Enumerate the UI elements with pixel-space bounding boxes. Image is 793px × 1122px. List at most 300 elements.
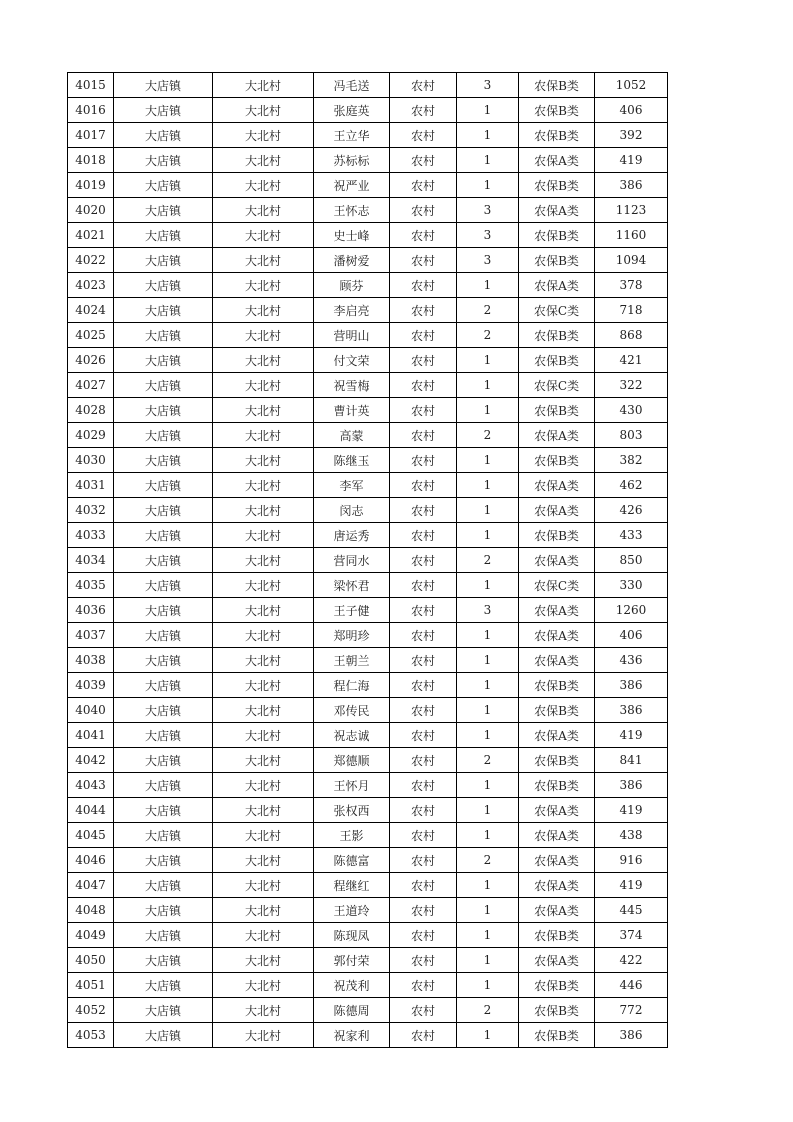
area-type-cell: 农村 bbox=[390, 748, 457, 773]
amount-cell: 436 bbox=[595, 648, 668, 673]
area-type-cell: 农村 bbox=[390, 173, 457, 198]
count-cell: 2 bbox=[457, 323, 519, 348]
village-cell: 大北村 bbox=[213, 473, 314, 498]
area-type-cell: 农村 bbox=[390, 523, 457, 548]
area-type-cell: 农村 bbox=[390, 323, 457, 348]
village-cell: 大北村 bbox=[213, 73, 314, 98]
name-cell: 祝家利 bbox=[314, 1023, 390, 1048]
amount-cell: 438 bbox=[595, 823, 668, 848]
row-number-cell: 4034 bbox=[68, 548, 114, 573]
village-cell: 大北村 bbox=[213, 748, 314, 773]
name-cell: 王怀志 bbox=[314, 198, 390, 223]
amount-cell: 426 bbox=[595, 498, 668, 523]
amount-cell: 772 bbox=[595, 998, 668, 1023]
area-type-cell: 农村 bbox=[390, 923, 457, 948]
area-type-cell: 农村 bbox=[390, 698, 457, 723]
count-cell: 1 bbox=[457, 948, 519, 973]
amount-cell: 406 bbox=[595, 98, 668, 123]
table-row bbox=[68, 523, 668, 548]
table-row bbox=[68, 723, 668, 748]
area-type-cell: 农村 bbox=[390, 623, 457, 648]
area-type-cell: 农村 bbox=[390, 123, 457, 148]
insurance-class-cell: 农保C类 bbox=[519, 573, 595, 598]
town-cell: 大店镇 bbox=[114, 98, 213, 123]
amount-cell: 330 bbox=[595, 573, 668, 598]
name-cell: 邓传民 bbox=[314, 698, 390, 723]
area-type-cell: 农村 bbox=[390, 473, 457, 498]
table-row bbox=[68, 273, 668, 298]
area-type-cell: 农村 bbox=[390, 998, 457, 1023]
count-cell: 1 bbox=[457, 473, 519, 498]
area-type-cell: 农村 bbox=[390, 548, 457, 573]
table-row bbox=[68, 573, 668, 598]
count-cell: 2 bbox=[457, 423, 519, 448]
count-cell: 2 bbox=[457, 848, 519, 873]
insurance-class-cell: 农保B类 bbox=[519, 123, 595, 148]
name-cell: 郑德顺 bbox=[314, 748, 390, 773]
row-number-cell: 4019 bbox=[68, 173, 114, 198]
area-type-cell: 农村 bbox=[390, 98, 457, 123]
amount-cell: 868 bbox=[595, 323, 668, 348]
row-number-cell: 4028 bbox=[68, 398, 114, 423]
amount-cell: 1094 bbox=[595, 248, 668, 273]
count-cell: 1 bbox=[457, 498, 519, 523]
village-cell: 大北村 bbox=[213, 873, 314, 898]
row-number-cell: 4038 bbox=[68, 648, 114, 673]
row-number-cell: 4020 bbox=[68, 198, 114, 223]
name-cell: 王朝兰 bbox=[314, 648, 390, 673]
count-cell: 1 bbox=[457, 648, 519, 673]
amount-cell: 718 bbox=[595, 298, 668, 323]
village-cell: 大北村 bbox=[213, 773, 314, 798]
table-row bbox=[68, 173, 668, 198]
table-row bbox=[68, 73, 668, 98]
row-number-cell: 4051 bbox=[68, 973, 114, 998]
village-cell: 大北村 bbox=[213, 148, 314, 173]
town-cell: 大店镇 bbox=[114, 223, 213, 248]
row-number-cell: 4022 bbox=[68, 248, 114, 273]
amount-cell: 419 bbox=[595, 873, 668, 898]
table-row bbox=[68, 198, 668, 223]
amount-cell: 386 bbox=[595, 673, 668, 698]
area-type-cell: 农村 bbox=[390, 148, 457, 173]
insurance-class-cell: 农保A类 bbox=[519, 623, 595, 648]
count-cell: 2 bbox=[457, 998, 519, 1023]
name-cell: 王子健 bbox=[314, 598, 390, 623]
row-number-cell: 4044 bbox=[68, 798, 114, 823]
row-number-cell: 4049 bbox=[68, 923, 114, 948]
amount-cell: 850 bbox=[595, 548, 668, 573]
area-type-cell: 农村 bbox=[390, 723, 457, 748]
amount-cell: 374 bbox=[595, 923, 668, 948]
table-row bbox=[68, 973, 668, 998]
count-cell: 1 bbox=[457, 873, 519, 898]
insurance-class-cell: 农保B类 bbox=[519, 923, 595, 948]
amount-cell: 421 bbox=[595, 348, 668, 373]
row-number-cell: 4048 bbox=[68, 898, 114, 923]
village-cell: 大北村 bbox=[213, 423, 314, 448]
row-number-cell: 4035 bbox=[68, 573, 114, 598]
town-cell: 大店镇 bbox=[114, 148, 213, 173]
table-row bbox=[68, 823, 668, 848]
count-cell: 3 bbox=[457, 198, 519, 223]
count-cell: 1 bbox=[457, 523, 519, 548]
row-number-cell: 4032 bbox=[68, 498, 114, 523]
town-cell: 大店镇 bbox=[114, 673, 213, 698]
count-cell: 1 bbox=[457, 923, 519, 948]
name-cell: 苏标标 bbox=[314, 148, 390, 173]
amount-cell: 386 bbox=[595, 773, 668, 798]
name-cell: 曹计英 bbox=[314, 398, 390, 423]
town-cell: 大店镇 bbox=[114, 723, 213, 748]
table-row bbox=[68, 673, 668, 698]
table-row bbox=[68, 698, 668, 723]
row-number-cell: 4050 bbox=[68, 948, 114, 973]
town-cell: 大店镇 bbox=[114, 798, 213, 823]
area-type-cell: 农村 bbox=[390, 423, 457, 448]
amount-cell: 841 bbox=[595, 748, 668, 773]
name-cell: 郭付荣 bbox=[314, 948, 390, 973]
amount-cell: 406 bbox=[595, 623, 668, 648]
area-type-cell: 农村 bbox=[390, 398, 457, 423]
insurance-class-cell: 农保B类 bbox=[519, 248, 595, 273]
town-cell: 大店镇 bbox=[114, 323, 213, 348]
insurance-class-cell: 农保C类 bbox=[519, 373, 595, 398]
count-cell: 1 bbox=[457, 273, 519, 298]
name-cell: 祝志诚 bbox=[314, 723, 390, 748]
town-cell: 大店镇 bbox=[114, 898, 213, 923]
table-row bbox=[68, 1023, 668, 1048]
count-cell: 1 bbox=[457, 973, 519, 998]
insurance-class-cell: 农保B类 bbox=[519, 448, 595, 473]
amount-cell: 916 bbox=[595, 848, 668, 873]
name-cell: 祝严业 bbox=[314, 173, 390, 198]
name-cell: 王立华 bbox=[314, 123, 390, 148]
name-cell: 付文荣 bbox=[314, 348, 390, 373]
table-body bbox=[68, 73, 668, 1048]
amount-cell: 430 bbox=[595, 398, 668, 423]
row-number-cell: 4036 bbox=[68, 598, 114, 623]
table-row bbox=[68, 248, 668, 273]
count-cell: 1 bbox=[457, 898, 519, 923]
name-cell: 李军 bbox=[314, 473, 390, 498]
village-cell: 大北村 bbox=[213, 98, 314, 123]
village-cell: 大北村 bbox=[213, 173, 314, 198]
count-cell: 1 bbox=[457, 448, 519, 473]
insurance-class-cell: 农保B类 bbox=[519, 698, 595, 723]
village-cell: 大北村 bbox=[213, 848, 314, 873]
name-cell: 史士峰 bbox=[314, 223, 390, 248]
town-cell: 大店镇 bbox=[114, 748, 213, 773]
village-cell: 大北村 bbox=[213, 298, 314, 323]
insurance-class-cell: 农保B类 bbox=[519, 973, 595, 998]
name-cell: 张庭英 bbox=[314, 98, 390, 123]
row-number-cell: 4045 bbox=[68, 823, 114, 848]
town-cell: 大店镇 bbox=[114, 498, 213, 523]
count-cell: 1 bbox=[457, 723, 519, 748]
count-cell: 1 bbox=[457, 698, 519, 723]
name-cell: 陈继玉 bbox=[314, 448, 390, 473]
row-number-cell: 4031 bbox=[68, 473, 114, 498]
town-cell: 大店镇 bbox=[114, 198, 213, 223]
town-cell: 大店镇 bbox=[114, 923, 213, 948]
insurance-class-cell: 农保B类 bbox=[519, 773, 595, 798]
village-cell: 大北村 bbox=[213, 998, 314, 1023]
town-cell: 大店镇 bbox=[114, 998, 213, 1023]
table-row bbox=[68, 948, 668, 973]
insurance-class-cell: 农保B类 bbox=[519, 98, 595, 123]
village-cell: 大北村 bbox=[213, 123, 314, 148]
insurance-class-cell: 农保B类 bbox=[519, 748, 595, 773]
table-row bbox=[68, 123, 668, 148]
amount-cell: 378 bbox=[595, 273, 668, 298]
amount-cell: 382 bbox=[595, 448, 668, 473]
row-number-cell: 4052 bbox=[68, 998, 114, 1023]
insurance-class-cell: 农保B类 bbox=[519, 398, 595, 423]
town-cell: 大店镇 bbox=[114, 73, 213, 98]
records-table bbox=[67, 72, 668, 1048]
amount-cell: 386 bbox=[595, 698, 668, 723]
town-cell: 大店镇 bbox=[114, 873, 213, 898]
area-type-cell: 农村 bbox=[390, 973, 457, 998]
village-cell: 大北村 bbox=[213, 523, 314, 548]
town-cell: 大店镇 bbox=[114, 373, 213, 398]
row-number-cell: 4047 bbox=[68, 873, 114, 898]
village-cell: 大北村 bbox=[213, 248, 314, 273]
village-cell: 大北村 bbox=[213, 1023, 314, 1048]
name-cell: 王道玲 bbox=[314, 898, 390, 923]
area-type-cell: 农村 bbox=[390, 573, 457, 598]
village-cell: 大北村 bbox=[213, 573, 314, 598]
name-cell: 王影 bbox=[314, 823, 390, 848]
name-cell: 陈德周 bbox=[314, 998, 390, 1023]
row-number-cell: 4053 bbox=[68, 1023, 114, 1048]
amount-cell: 1160 bbox=[595, 223, 668, 248]
name-cell: 冯毛送 bbox=[314, 73, 390, 98]
area-type-cell: 农村 bbox=[390, 798, 457, 823]
town-cell: 大店镇 bbox=[114, 398, 213, 423]
insurance-class-cell: 农保B类 bbox=[519, 348, 595, 373]
insurance-class-cell: 农保A类 bbox=[519, 473, 595, 498]
village-cell: 大北村 bbox=[213, 548, 314, 573]
table-row bbox=[68, 798, 668, 823]
town-cell: 大店镇 bbox=[114, 298, 213, 323]
village-cell: 大北村 bbox=[213, 923, 314, 948]
table-row bbox=[68, 423, 668, 448]
village-cell: 大北村 bbox=[213, 448, 314, 473]
village-cell: 大北村 bbox=[213, 623, 314, 648]
town-cell: 大店镇 bbox=[114, 848, 213, 873]
row-number-cell: 4018 bbox=[68, 148, 114, 173]
insurance-class-cell: 农保A类 bbox=[519, 873, 595, 898]
insurance-class-cell: 农保A类 bbox=[519, 198, 595, 223]
town-cell: 大店镇 bbox=[114, 173, 213, 198]
row-number-cell: 4015 bbox=[68, 73, 114, 98]
count-cell: 3 bbox=[457, 73, 519, 98]
count-cell: 1 bbox=[457, 673, 519, 698]
amount-cell: 419 bbox=[595, 798, 668, 823]
insurance-class-cell: 农保B类 bbox=[519, 223, 595, 248]
village-cell: 大北村 bbox=[213, 323, 314, 348]
name-cell: 营同水 bbox=[314, 548, 390, 573]
amount-cell: 1052 bbox=[595, 73, 668, 98]
table-row bbox=[68, 898, 668, 923]
name-cell: 王怀月 bbox=[314, 773, 390, 798]
insurance-class-cell: 农保A类 bbox=[519, 598, 595, 623]
row-number-cell: 4046 bbox=[68, 848, 114, 873]
name-cell: 祝茂利 bbox=[314, 973, 390, 998]
amount-cell: 445 bbox=[595, 898, 668, 923]
village-cell: 大北村 bbox=[213, 823, 314, 848]
name-cell: 闵志 bbox=[314, 498, 390, 523]
row-number-cell: 4027 bbox=[68, 373, 114, 398]
amount-cell: 386 bbox=[595, 173, 668, 198]
row-number-cell: 4043 bbox=[68, 773, 114, 798]
insurance-class-cell: 农保C类 bbox=[519, 298, 595, 323]
village-cell: 大北村 bbox=[213, 723, 314, 748]
insurance-class-cell: 农保A类 bbox=[519, 273, 595, 298]
table-row bbox=[68, 323, 668, 348]
insurance-class-cell: 农保A类 bbox=[519, 648, 595, 673]
amount-cell: 462 bbox=[595, 473, 668, 498]
insurance-class-cell: 农保A类 bbox=[519, 823, 595, 848]
name-cell: 陈德富 bbox=[314, 848, 390, 873]
table-row bbox=[68, 848, 668, 873]
town-cell: 大店镇 bbox=[114, 948, 213, 973]
table-row bbox=[68, 98, 668, 123]
town-cell: 大店镇 bbox=[114, 598, 213, 623]
table-row bbox=[68, 473, 668, 498]
table-row bbox=[68, 748, 668, 773]
table-row bbox=[68, 873, 668, 898]
village-cell: 大北村 bbox=[213, 673, 314, 698]
town-cell: 大店镇 bbox=[114, 623, 213, 648]
amount-cell: 419 bbox=[595, 723, 668, 748]
amount-cell: 433 bbox=[595, 523, 668, 548]
table-row bbox=[68, 148, 668, 173]
insurance-class-cell: 农保B类 bbox=[519, 73, 595, 98]
insurance-class-cell: 农保B类 bbox=[519, 323, 595, 348]
amount-cell: 419 bbox=[595, 148, 668, 173]
village-cell: 大北村 bbox=[213, 948, 314, 973]
town-cell: 大店镇 bbox=[114, 523, 213, 548]
name-cell: 潘树爱 bbox=[314, 248, 390, 273]
count-cell: 1 bbox=[457, 373, 519, 398]
amount-cell: 322 bbox=[595, 373, 668, 398]
name-cell: 高蒙 bbox=[314, 423, 390, 448]
town-cell: 大店镇 bbox=[114, 823, 213, 848]
row-number-cell: 4021 bbox=[68, 223, 114, 248]
amount-cell: 1123 bbox=[595, 198, 668, 223]
area-type-cell: 农村 bbox=[390, 348, 457, 373]
insurance-class-cell: 农保B类 bbox=[519, 998, 595, 1023]
count-cell: 2 bbox=[457, 298, 519, 323]
insurance-class-cell: 农保A类 bbox=[519, 948, 595, 973]
row-number-cell: 4033 bbox=[68, 523, 114, 548]
town-cell: 大店镇 bbox=[114, 123, 213, 148]
area-type-cell: 农村 bbox=[390, 873, 457, 898]
row-number-cell: 4023 bbox=[68, 273, 114, 298]
village-cell: 大北村 bbox=[213, 898, 314, 923]
row-number-cell: 4025 bbox=[68, 323, 114, 348]
table-row bbox=[68, 373, 668, 398]
count-cell: 2 bbox=[457, 548, 519, 573]
count-cell: 1 bbox=[457, 398, 519, 423]
village-cell: 大北村 bbox=[213, 223, 314, 248]
table-row bbox=[68, 548, 668, 573]
town-cell: 大店镇 bbox=[114, 973, 213, 998]
count-cell: 1 bbox=[457, 773, 519, 798]
count-cell: 3 bbox=[457, 223, 519, 248]
count-cell: 2 bbox=[457, 748, 519, 773]
table-row bbox=[68, 348, 668, 373]
table-row bbox=[68, 498, 668, 523]
area-type-cell: 农村 bbox=[390, 373, 457, 398]
row-number-cell: 4029 bbox=[68, 423, 114, 448]
table-row bbox=[68, 598, 668, 623]
town-cell: 大店镇 bbox=[114, 573, 213, 598]
area-type-cell: 农村 bbox=[390, 823, 457, 848]
insurance-class-cell: 农保B类 bbox=[519, 173, 595, 198]
village-cell: 大北村 bbox=[213, 398, 314, 423]
name-cell: 祝雪梅 bbox=[314, 373, 390, 398]
village-cell: 大北村 bbox=[213, 598, 314, 623]
village-cell: 大北村 bbox=[213, 273, 314, 298]
area-type-cell: 农村 bbox=[390, 223, 457, 248]
table-row bbox=[68, 923, 668, 948]
table-row bbox=[68, 448, 668, 473]
village-cell: 大北村 bbox=[213, 698, 314, 723]
table-row bbox=[68, 623, 668, 648]
area-type-cell: 农村 bbox=[390, 898, 457, 923]
town-cell: 大店镇 bbox=[114, 423, 213, 448]
town-cell: 大店镇 bbox=[114, 348, 213, 373]
name-cell: 程仁海 bbox=[314, 673, 390, 698]
area-type-cell: 农村 bbox=[390, 948, 457, 973]
amount-cell: 446 bbox=[595, 973, 668, 998]
row-number-cell: 4039 bbox=[68, 673, 114, 698]
town-cell: 大店镇 bbox=[114, 248, 213, 273]
row-number-cell: 4041 bbox=[68, 723, 114, 748]
town-cell: 大店镇 bbox=[114, 473, 213, 498]
row-number-cell: 4040 bbox=[68, 698, 114, 723]
table-row bbox=[68, 773, 668, 798]
area-type-cell: 农村 bbox=[390, 248, 457, 273]
table-row bbox=[68, 398, 668, 423]
count-cell: 3 bbox=[457, 598, 519, 623]
village-cell: 大北村 bbox=[213, 198, 314, 223]
insurance-class-cell: 农保A类 bbox=[519, 898, 595, 923]
amount-cell: 803 bbox=[595, 423, 668, 448]
amount-cell: 386 bbox=[595, 1023, 668, 1048]
row-number-cell: 4024 bbox=[68, 298, 114, 323]
town-cell: 大店镇 bbox=[114, 273, 213, 298]
count-cell: 1 bbox=[457, 1023, 519, 1048]
row-number-cell: 4017 bbox=[68, 123, 114, 148]
count-cell: 1 bbox=[457, 148, 519, 173]
table-row bbox=[68, 998, 668, 1023]
row-number-cell: 4037 bbox=[68, 623, 114, 648]
area-type-cell: 农村 bbox=[390, 198, 457, 223]
village-cell: 大北村 bbox=[213, 498, 314, 523]
count-cell: 1 bbox=[457, 98, 519, 123]
insurance-class-cell: 农保A类 bbox=[519, 148, 595, 173]
area-type-cell: 农村 bbox=[390, 598, 457, 623]
town-cell: 大店镇 bbox=[114, 548, 213, 573]
name-cell: 顾芬 bbox=[314, 273, 390, 298]
village-cell: 大北村 bbox=[213, 373, 314, 398]
count-cell: 1 bbox=[457, 573, 519, 598]
